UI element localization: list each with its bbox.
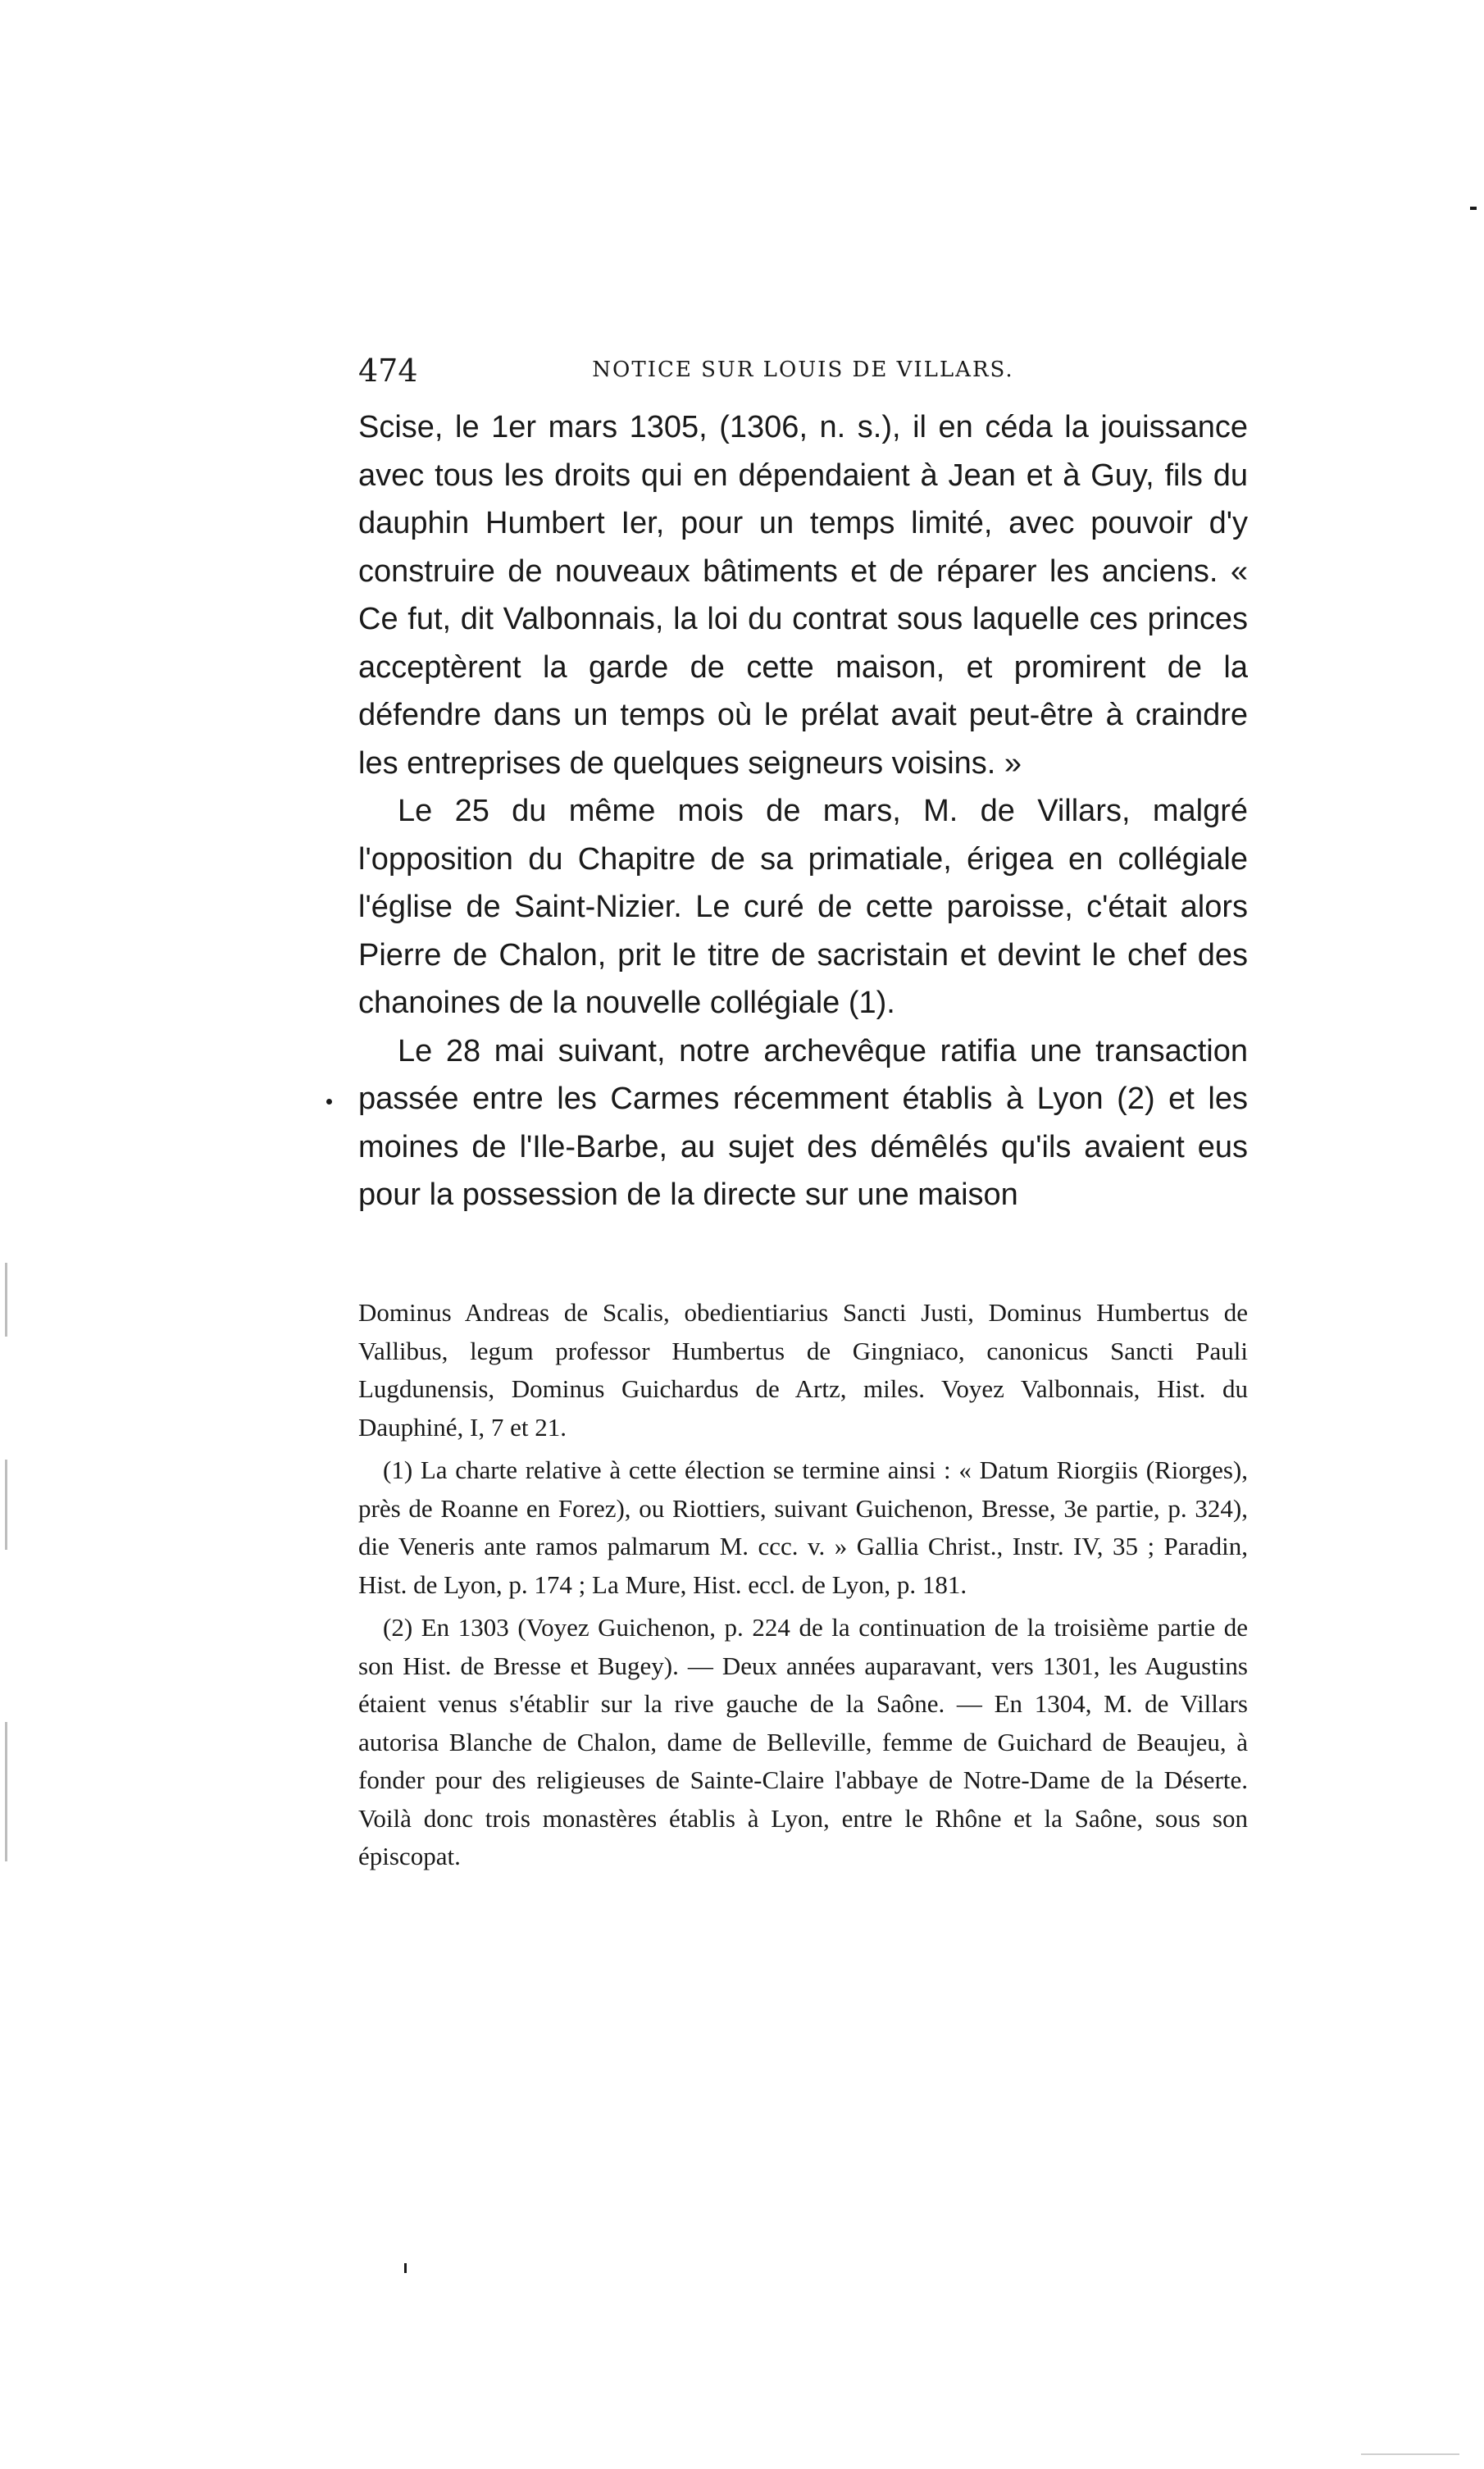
scan-speck: [1470, 207, 1477, 210]
footnotes: [358, 1294, 1248, 1876]
main-paragraph: Scise, le 1er mars 1305, (1306, n. s.), il en céda la jouissance avec tous les droits qui en dépendaient à Jean et à Guy, fils du dauphin Humbert Ier, pour un temps limité, avec pouvoir d'y construire de nouveaux bâtiments et de réparer les anciens. « Ce fut, dit Valbonnais, la loi du contrat sous laquelle ces princes acceptèrent la garde de cette maison, et promirent de la défendre dans un temps où le prélat avait peut-être à craindre les entreprises de quelques seigneurs voisins. »: [358, 410, 1248, 781]
footnote-1: (1) La charte relative à cette élection se termine ainsi : « Datum Riorgiis (Riorges), près de Roanne en Forez), ou Riottiers, suivant Guichenon, Bresse, 3e partie, p. 324), die Veneris ante ramos palmarum M. ccc. v. » Gallia Christ., Instr. IV, 35 ; Paradin, Hist. de Lyon, p. 174 ; La Mure, Hist. eccl. de Lyon, p. 181.: [358, 1455, 1248, 1599]
scan-edge-mark: [5, 1263, 7, 1337]
scan-edge-mark: [5, 1460, 7, 1550]
running-title: NOTICE SUR LOUIS DE VILLARS.: [592, 358, 1014, 382]
running-head: [358, 354, 1248, 387]
main-paragraph: Le 25 du même mois de mars, M. de Villars, malgré l'opposition du Chapitre de sa primatiale, érigea en collégiale l'église de Saint-Nizier. Le curé de cette paroisse, c'était alors Pierre de Chalon, prit le titre de sacristain et devint le chef des chanoines de la nouvelle collégiale (1).: [358, 794, 1248, 1020]
main-text: [358, 403, 1248, 1219]
scan-speck: [404, 2263, 407, 2273]
main-paragraph: Le 28 mai suivant, notre archevêque ratifia une transaction passée entre les Carmes récemment établis à Lyon (2) et les moines de l'Ile-Barbe, au sujet des démêlés qu'ils avaient eus pour la possession de la directe sur une maison: [358, 1033, 1248, 1212]
scan-speck: [326, 1099, 332, 1105]
page-number: 474: [358, 353, 418, 389]
scan-edge-mark: [5, 1722, 7, 1861]
scan-edge-mark: [1361, 2453, 1459, 2455]
footnote-continuation: Dominus Andreas de Scalis, obedientiarius Sancti Justi, Dominus Humbertus de Vallibus, legum professor Humbertus de Gingniaco, canonicus Sancti Pauli Lugdunensis, Dominus Guichardus de Artz, miles. Voyez Valbonnais, Hist. du Dauphiné, I, 7 et 21.: [358, 1298, 1248, 1442]
footnote-2: (2) En 1303 (Voyez Guichenon, p. 224 de la continuation de la troisième partie de son Hist. de Bresse et Bugey). — Deux années auparavant, vers 1301, les Augustins étaient venus s'établir sur la rive gauche de la Saône. — En 1304, M. de Villars autorisa Blanche de Chalon, dame de Belleville, femme de Guichard de Beaujeu, à fonder pour des religieuses de Sainte-Claire l'abbaye de Notre-Dame de la Déserte. Voilà donc trois monastères établis à Lyon, entre le Rhône et la Saône, sous son épiscopat.: [358, 1613, 1248, 1870]
